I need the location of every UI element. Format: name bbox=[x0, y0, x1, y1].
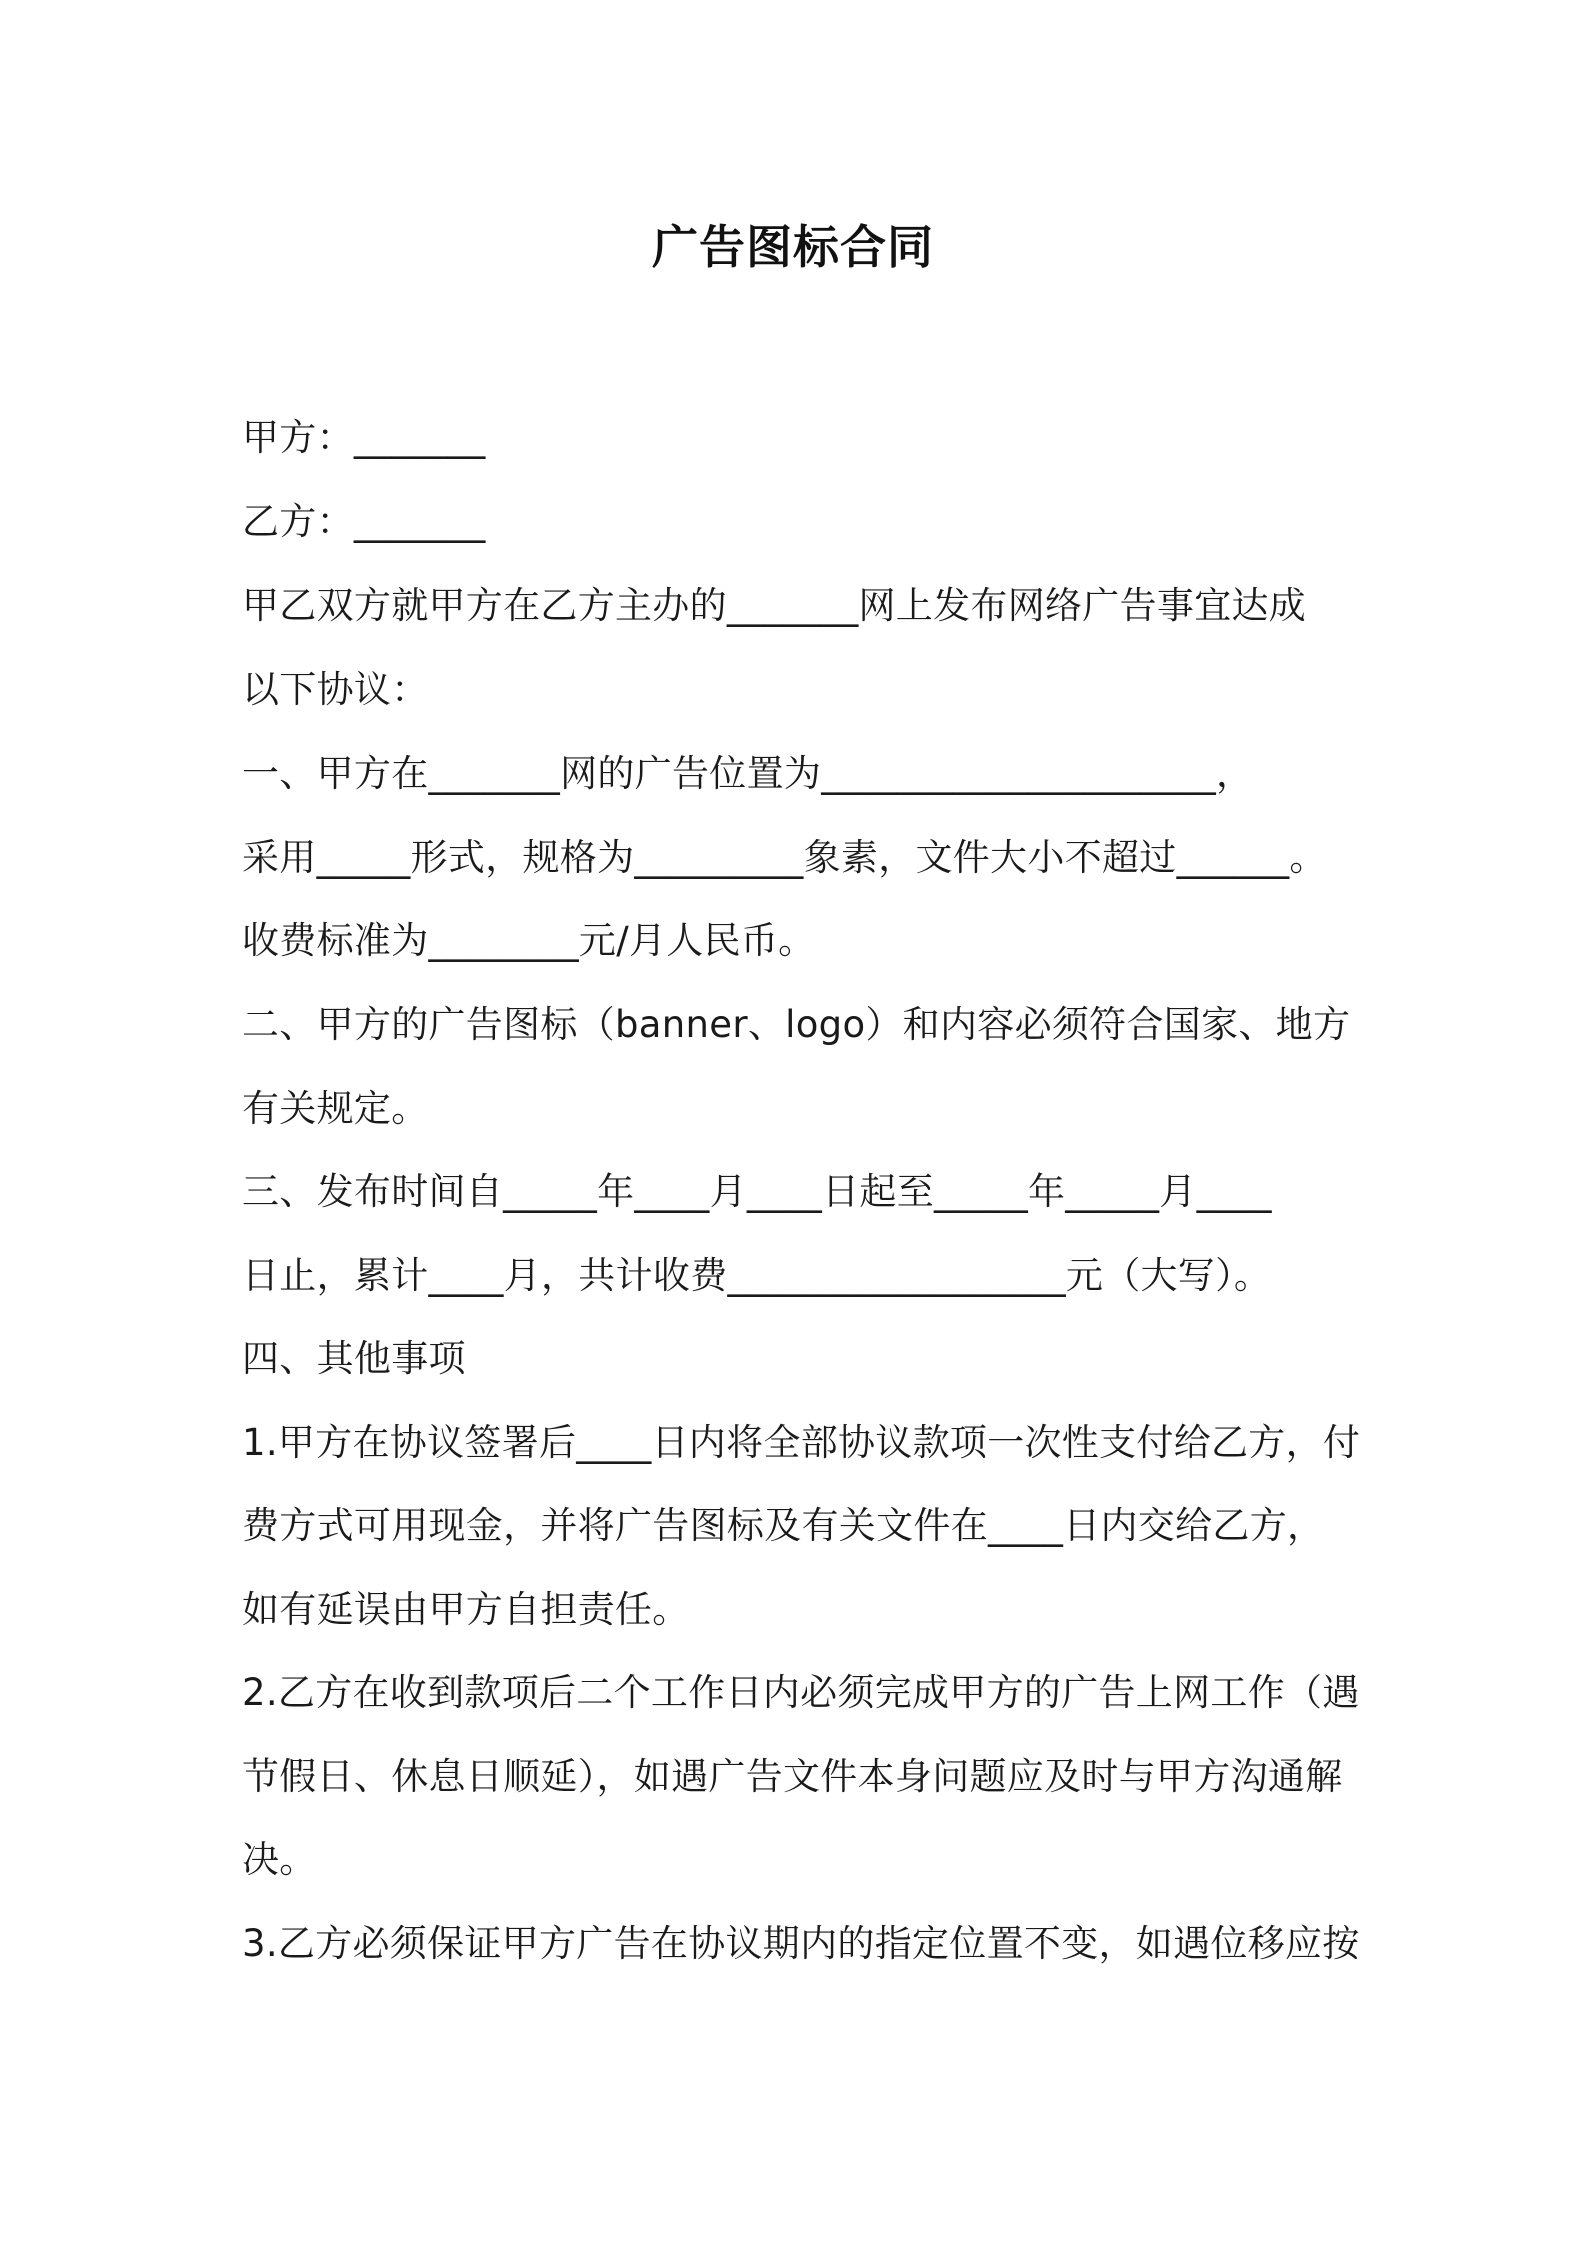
clause-4-heading: 四、其他事项 bbox=[242, 1337, 466, 1380]
party-b-line: 乙方：_______ bbox=[242, 500, 486, 543]
clause-2-line-2: 有关规定。 bbox=[242, 1087, 429, 1130]
clause-3-line-1: 三、发布时间自_____年____月____日起至_____年_____月____ bbox=[242, 1170, 1272, 1213]
clause-1-line-3: 收费标准为________元/月人民币。 bbox=[242, 919, 816, 962]
item-1-line-2: 费方式可用现金，并将广告图标及有关文件在____日内交给乙方， bbox=[242, 1504, 1325, 1547]
preamble-line-1: 甲乙双方就甲方在乙方主办的_______网上发布网络广告事宜达成 bbox=[242, 584, 1307, 627]
item-3-line-1: 3.乙方必须保证甲方广告在协议期内的指定位置不变，如遇位移应按 bbox=[242, 1922, 1360, 1965]
item-1-line-1: 1.甲方在协议签署后____日内将全部协议款项一次性支付给乙方，付 bbox=[242, 1421, 1361, 1464]
clause-3-line-2: 日止，累计____月，共计收费__________________元（大写）。 bbox=[242, 1254, 1272, 1297]
preamble-line-2: 以下协议： bbox=[242, 668, 429, 711]
item-2-line-2: 节假日、休息日顺延），如遇广告文件本身问题应及时与甲方沟通解 bbox=[242, 1755, 1343, 1798]
clause-1-line-1: 一、甲方在_______网的广告位置为_____________________， bbox=[242, 752, 1254, 795]
party-a-line: 甲方：_______ bbox=[242, 416, 486, 459]
item-2-line-3: 决。 bbox=[242, 1838, 317, 1881]
clause-2-line-1: 二、甲方的广告图标（banner、logo）和内容必须符合国家、地方 bbox=[242, 1003, 1351, 1046]
document-title: 广告图标合同 bbox=[652, 220, 934, 274]
item-1-line-3: 如有延误由甲方自担责任。 bbox=[242, 1588, 690, 1631]
clause-1-line-2: 采用_____形式，规格为_________象素，文件大小不超过______。 bbox=[242, 836, 1327, 879]
item-2-line-1: 2.乙方在收到款项后二个工作日内必须完成甲方的广告上网工作（遇 bbox=[242, 1671, 1360, 1714]
